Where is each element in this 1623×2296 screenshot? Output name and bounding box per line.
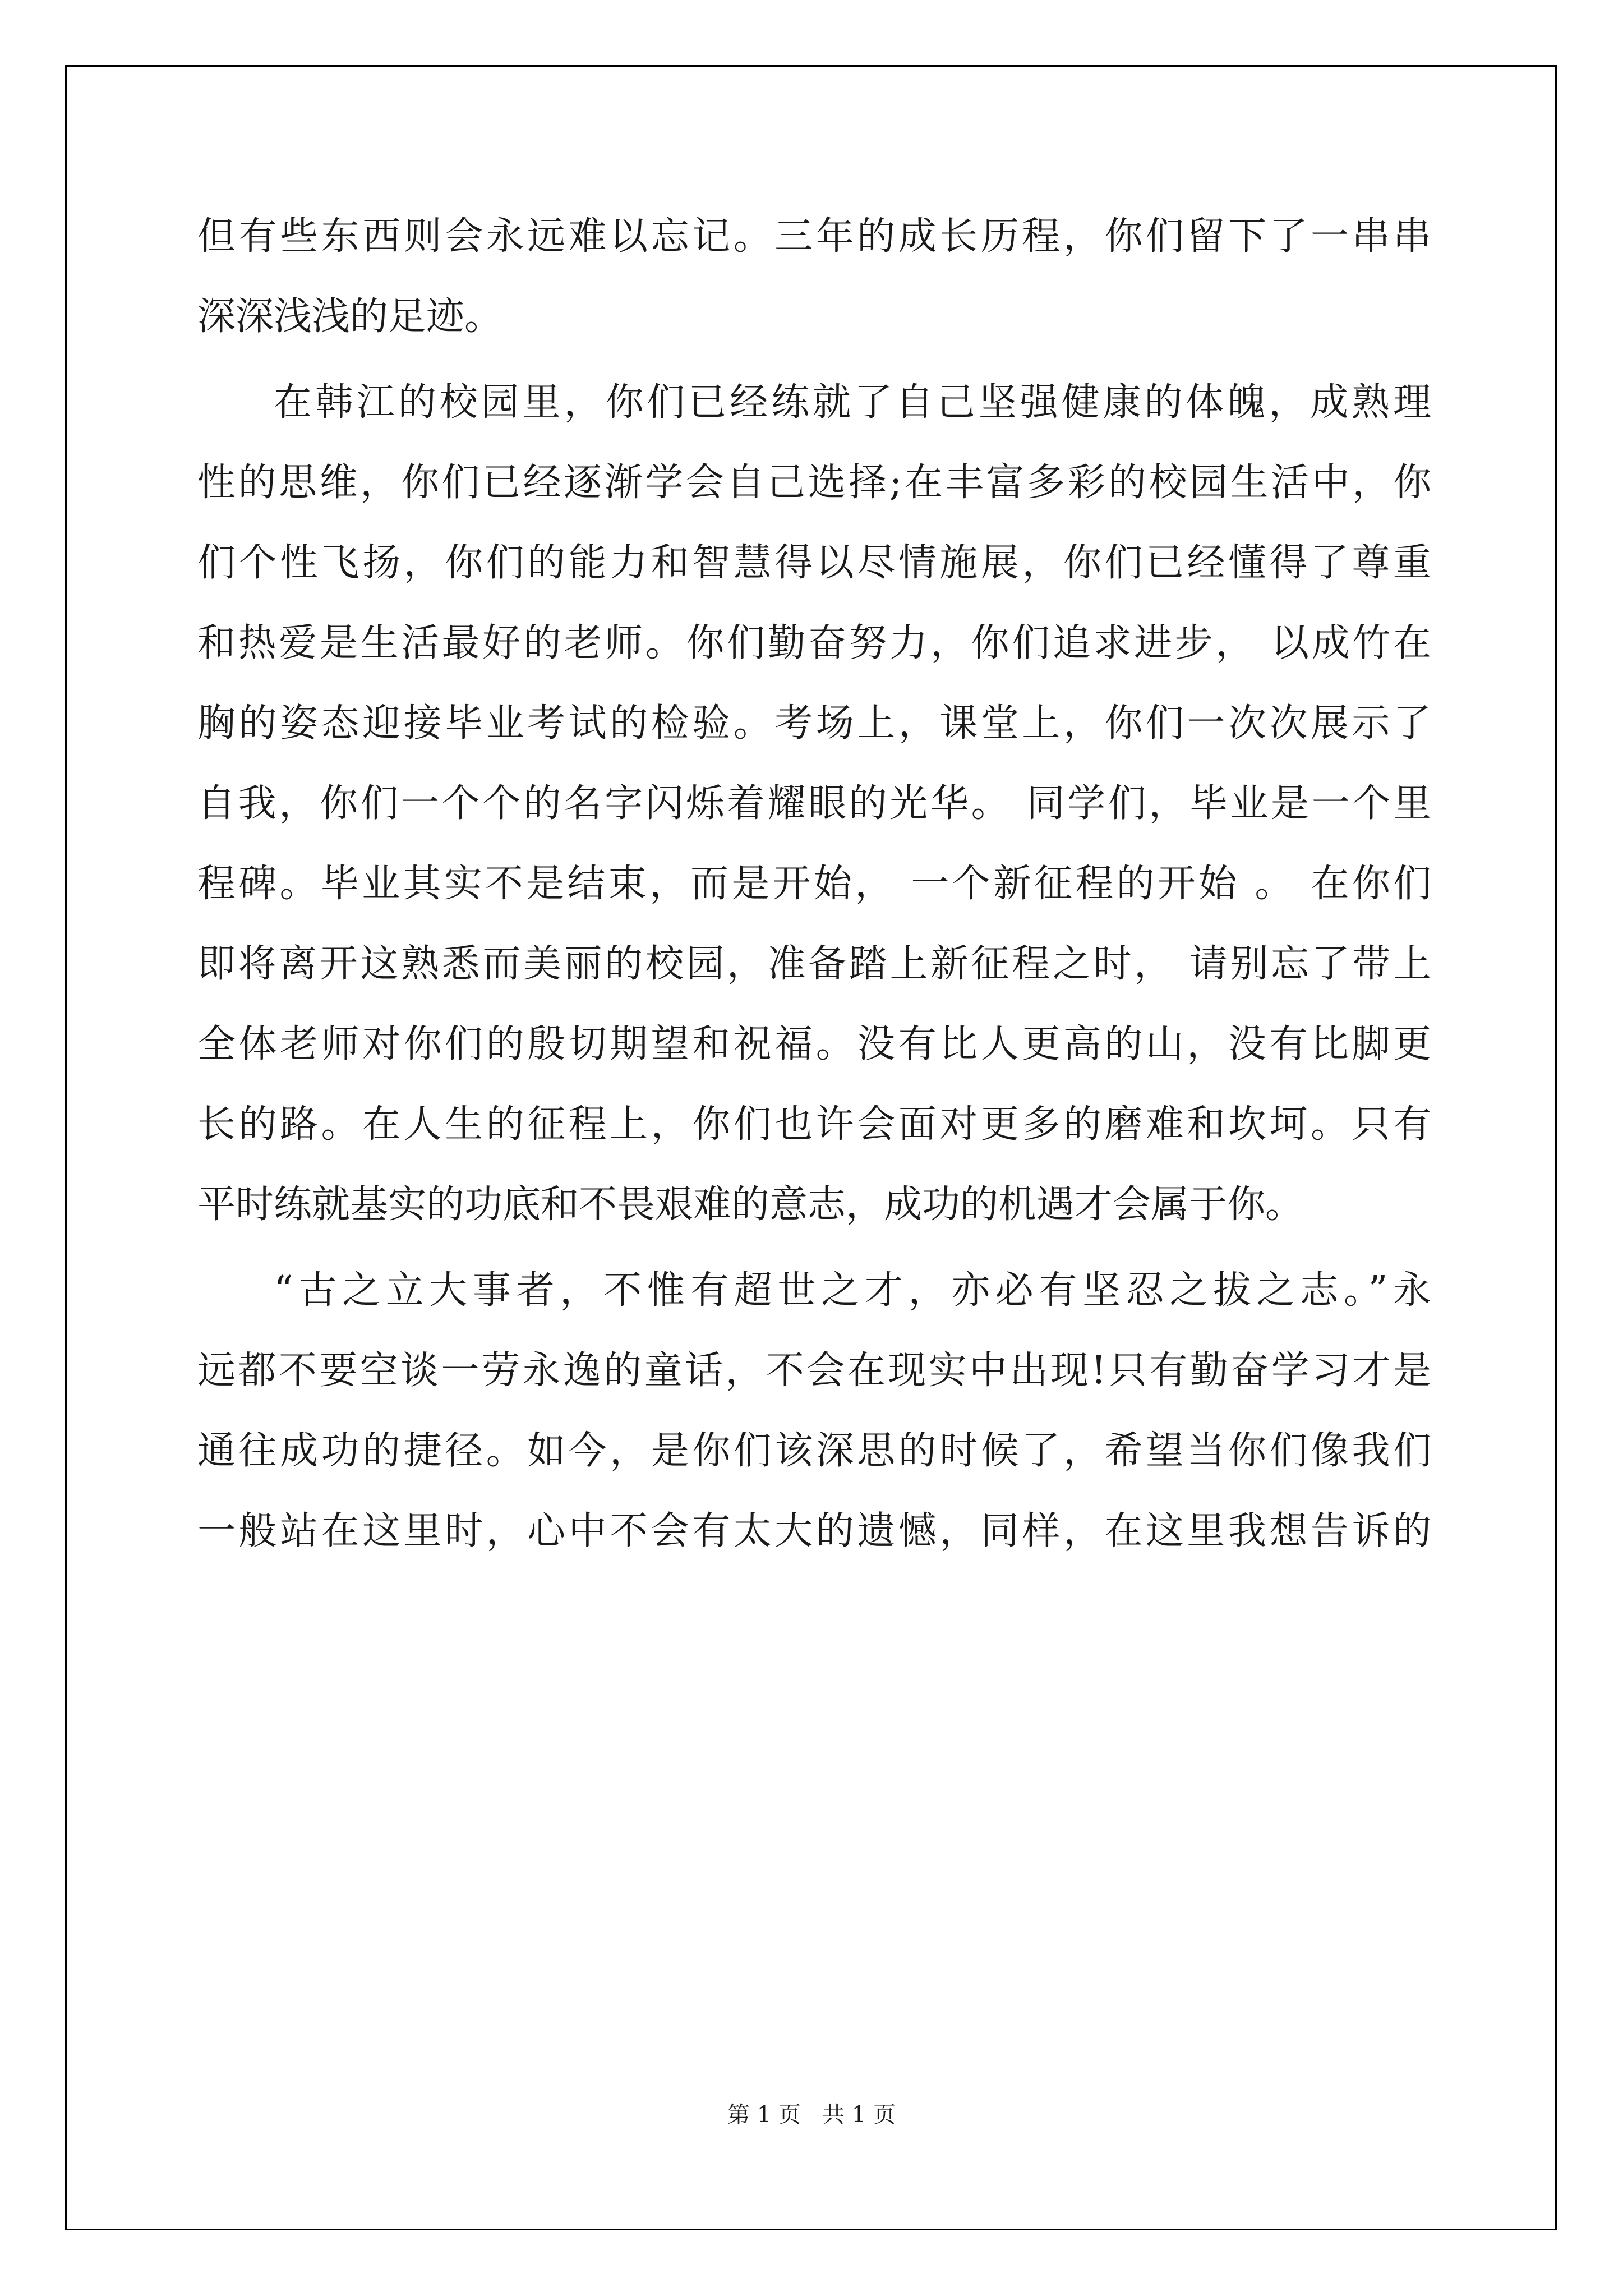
text-line: 深深浅浅的足迹。 [197,295,503,339]
document-body [197,196,1431,1571]
text-line: 但有些东西则会永远难以忘记。三年的成长历程，你们留下了一串串 [197,214,1431,259]
text-line: “古之立大事者，不惟有超世之才，亦必有坚忍之拔之志。”永 [274,1268,1431,1313]
page-footer: 第 1 页 共 1 页 [727,2102,896,2128]
text-line: 远都不要空谈一劳永逸的童话，不会在现实中出现!只有勤奋学习才是 [197,1349,1431,1393]
text-line: 胸的姿态迎接毕业考试的检验。考场上，课堂上，你们一次次展示了 [197,701,1431,746]
text-line: 即将离开这熟悉而美丽的校园，准备踏上新征程之时， 请别忘了带上 [197,942,1431,986]
text-line: 长的路。在人生的征程上，你们也许会面对更多的磨难和坎坷。只有 [197,1102,1431,1147]
text-line: 通往成功的捷径。如今，是你们该深思的时候了，希望当你们像我们 [197,1429,1431,1473]
text-line: 程碑。毕业其实不是结束，而是开始， 一个新征程的开始 。 在你们 [197,862,1431,906]
text-line: 自我，你们一个个的名字闪烁着耀眼的光华。 同学们，毕业是一个里 [197,781,1431,826]
text-line: 一般站在这里时，心中不会有太大的遗憾，同样，在这里我想告诉的 [197,1509,1431,1553]
text-line: 和热爱是生活最好的老师。你们勤奋努力，你们追求进步， 以成竹在 [197,621,1431,665]
text-line: 在韩江的校园里，你们已经练就了自己坚强健康的体魄，成熟理 [274,380,1431,425]
text-line: 们个性飞扬，你们的能力和智慧得以尽情施展，你们已经懂得了尊重 [197,541,1431,585]
text-line: 全体老师对你们的殷切期望和祝福。没有比人更高的山，没有比脚更 [197,1022,1431,1066]
text-line: 平时练就基实的功底和不畏艰难的意志，成功的机遇才会属于你。 [197,1182,1304,1227]
text-line: 性的思维，你们已经逐渐学会自己选择;在丰富多彩的校园生活中，你 [197,461,1431,505]
